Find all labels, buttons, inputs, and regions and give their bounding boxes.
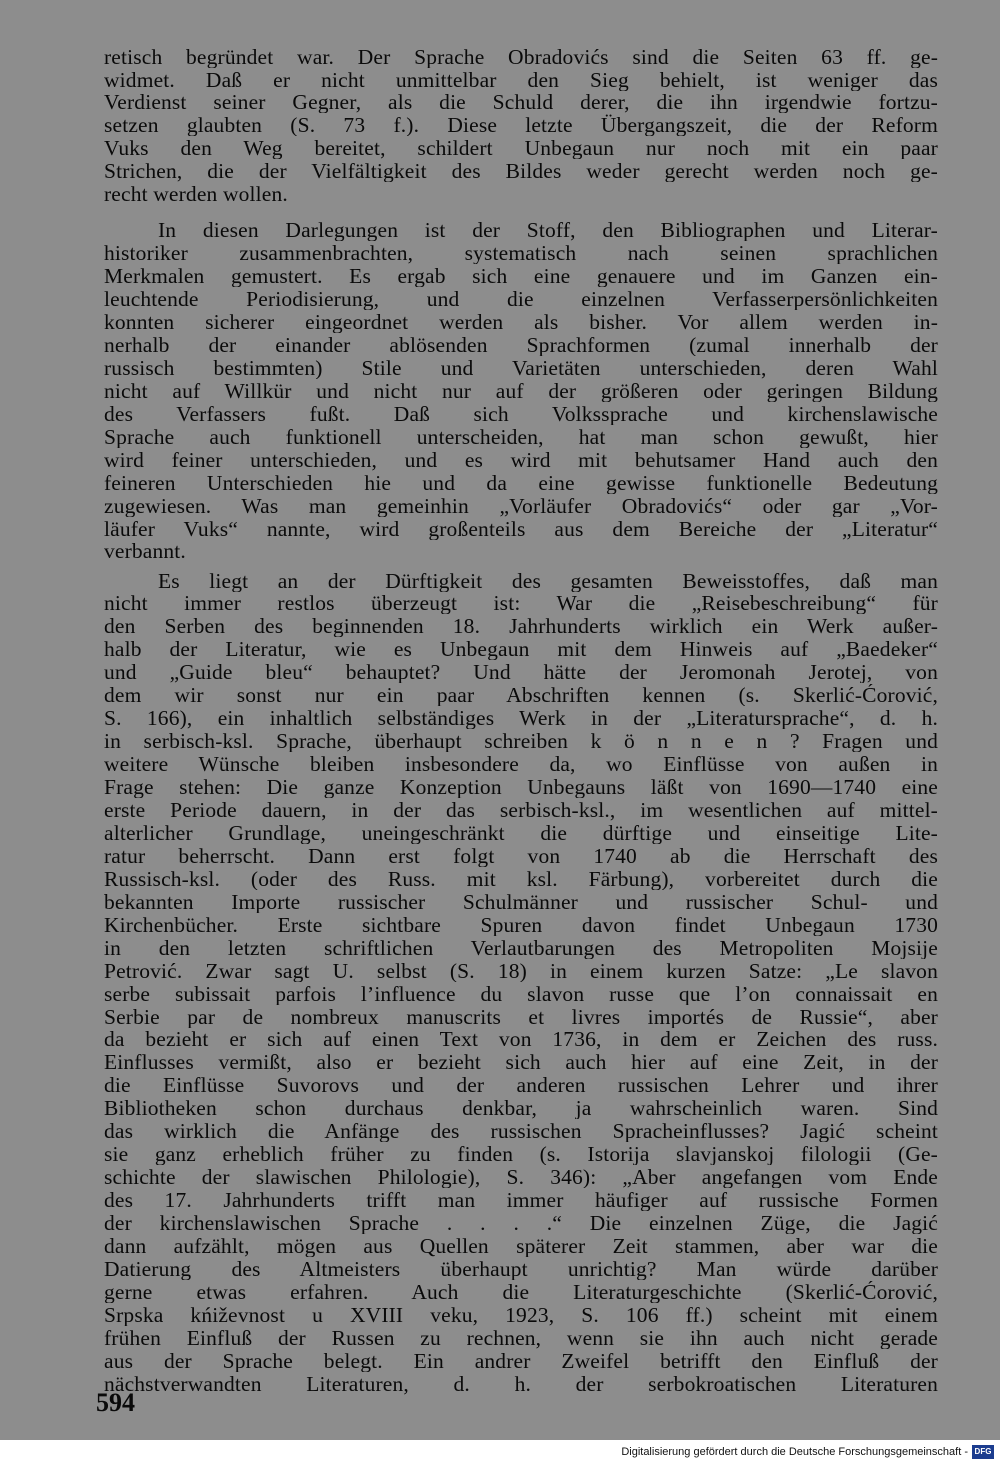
text-line: sie ganz erheblich früher zu finden (s. Istorija slavjanskoj filologii (Ge- — [104, 1143, 938, 1165]
page-number: 594 — [96, 1388, 135, 1417]
text-line: bekannten Importe russischer Schulmänner und russischer Schul- und — [104, 891, 938, 913]
dfg-logo-icon: DFG — [972, 1445, 994, 1459]
text-line: frühen Einfluß der Russen zu rechnen, wenn sie ihn auch nicht gerade — [104, 1327, 938, 1349]
text-line: das wirklich die Anfänge des russischen Spracheinflusses? Jagić scheint — [104, 1120, 938, 1142]
text-line: weitere Wünsche bleiben insbesondere da, wo Einflüsse von außen in — [104, 753, 938, 775]
text-line: Bibliotheken schon durchaus denkbar, ja wahrscheinlich waren. Sind — [104, 1097, 938, 1119]
text-line: den Serben des beginnenden 18. Jahrhunderts wirklich ein Werk außer- — [104, 615, 938, 637]
text-line: Srpska kńiževnost u XVIII veku, 1923, S. 106 ff.) scheint mit einem — [104, 1304, 938, 1326]
text-line: zugewiesen. Was man gemeinhin „Vorläufer Obradovićs“ oder gar „Vor- — [104, 495, 938, 517]
text-line: Frage stehen: Die ganze Konzeption Unbegauns läßt von 1690—1740 eine — [104, 776, 938, 798]
text-line: da bezieht er sich auf einen Text von 1736, in dem er Zeichen des russ. — [104, 1028, 938, 1050]
text-line: Strichen, die der Vielfältigkeit des Bildes weder gerecht werden noch ge- — [104, 160, 938, 182]
text-line: serbe subissait parfois l’influence du slavon russe que l’on connaissait en — [104, 983, 938, 1005]
footer-bar — [0, 1440, 1000, 1465]
text-line: Serbie par de nombreux manuscrits et livres importés de Russie“, aber — [104, 1006, 938, 1028]
text-line: gerne etwas erfahren. Auch die Literaturgeschichte (Skerlić-Ćorović, — [104, 1281, 938, 1303]
text-line: alterlicher Grundlage, uneingeschränkt die dürftige und einseitige Lite- — [104, 822, 938, 844]
text-line: in den letzten schriftlichen Verlautbarungen des Metropoliten Mojsije — [104, 937, 938, 959]
text-line: russisch bestimmten) Stile und Varietäten unterschieden, deren Wahl — [104, 357, 938, 379]
text-line: verbannt. — [104, 540, 186, 562]
text-line: setzen glaubten (S. 73 f.). Diese letzte Übergangszeit, die der Reform — [104, 114, 938, 136]
text-line: dem wir sonst nur ein paar Abschriften kennen (s. Skerlić-Ćorović, — [104, 684, 938, 706]
text-line: In diesen Darlegungen ist der Stoff, den Bibliographen und Literar- — [158, 219, 938, 241]
text-line: der kirchenslawischen Sprache . . . .“ Die einzelnen Züge, die Jagić — [104, 1212, 938, 1234]
text-line: recht werden wollen. — [104, 183, 288, 205]
text-line: des Verfassers fußt. Daß sich Volkssprache und kirchenslawische — [104, 403, 938, 425]
text-line: Verdienst seiner Gegner, als die Schuld derer, die ihn irgendwie fortzu- — [104, 91, 938, 113]
text-line: ratur beherrscht. Dann erst folgt von 1740 ab die Herrschaft des — [104, 845, 938, 867]
text-line: Einflusses vermißt, also er bezieht sich auch hier auf eine Zeit, in der — [104, 1051, 938, 1073]
text-line: Datierung des Altmeisters überhaupt unrichtig? Man würde darüber — [104, 1258, 938, 1280]
text-line: nicht immer restlos überzeugt ist: War die „Reisebeschreibung“ für — [104, 592, 938, 614]
text-line: Kirchenbücher. Erste sichtbare Spuren davon findet Unbegaun 1730 — [104, 914, 938, 936]
text-line: wird feiner unterschieden, und es wird mit behutsamer Hand auch den — [104, 449, 938, 471]
text-line: schichte der slawischen Philologie), S. 346): „Aber angefangen vom Ende — [104, 1166, 938, 1188]
text-line: und „Guide bleu“ behauptet? Und hätte der Jeromonah Jerotej, von — [104, 661, 938, 683]
text-line: Petrović. Zwar sagt U. selbst (S. 18) in einem kurzen Satze: „Le slavon — [104, 960, 938, 982]
text-line: retisch begründet war. Der Sprache Obradovićs sind die Seiten 63 ff. ge- — [104, 46, 938, 68]
text-line: des 17. Jahrhunderts trifft man immer häufiger auf russische Formen — [104, 1189, 938, 1211]
text-line: S. 166), ein inhaltlich selbständiges Werk in der „Literatursprache“, d. h. — [104, 707, 938, 729]
text-line: dann aufzählt, mögen aus Quellen späterer Zeit stammen, aber war die — [104, 1235, 938, 1257]
text-line: Sprache auch funktionell unterscheiden, hat man schon gewußt, hier — [104, 426, 938, 448]
text-line: nerhalb der einander ablösenden Sprachformen (zumal innerhalb der — [104, 334, 938, 356]
text-line: Vuks den Weg bereitet, schildert Unbegaun nur noch mit ein paar — [104, 137, 938, 159]
text-line: nächstverwandten Literaturen, d. h. der serbokroatischen Literaturen — [104, 1373, 938, 1395]
text-line: historiker zusammenbrachten, systematisch nach seinen sprachlichen — [104, 242, 938, 264]
text-line: nicht auf Willkür und nicht nur auf der größeren oder geringen Bildung — [104, 380, 938, 402]
text-line: feineren Unterschieden hie und da eine gewisse funktionelle Bedeutung — [104, 472, 938, 494]
text-line: leuchtende Periodisierung, und die einzelnen Verfasserpersönlichkeiten — [104, 288, 938, 310]
text-line: erste Periode dauern, in der das serbisch-ksl., im wesentlichen auf mittel- — [104, 799, 938, 821]
text-line: aus der Sprache belegt. Ein andrer Zweifel betrifft den Einfluß der — [104, 1350, 938, 1372]
funding-credit: Digitalisierung gefördert durch die Deutsche Forschungsgemeinschaft - — [621, 1446, 968, 1458]
text-line: die Einflüsse Suvorovs und der anderen russischen Lehrer und ihrer — [104, 1074, 938, 1096]
text-line: Russisch-ksl. (oder des Russ. mit ksl. Färbung), vorbereitet durch die — [104, 868, 938, 890]
text-line: Es liegt an der Dürftigkeit des gesamten Beweisstoffes, daß man — [158, 570, 938, 592]
text-line: konnten sicherer eingeordnet werden als bisher. Vor allem werden in- — [104, 311, 938, 333]
text-line: widmet. Daß er nicht unmittelbar den Sieg behielt, ist weniger das — [104, 69, 938, 91]
text-line: halb der Literatur, wie es Unbegaun mit dem Hinweis auf „Baedeker“ — [104, 638, 938, 660]
text-line: läufer Vuks“ nannte, wird großenteils aus dem Bereiche der „Literatur“ — [104, 518, 938, 540]
text-line: in serbisch-ksl. Sprache, überhaupt schreiben k ö n n e n ? Fragen und — [104, 730, 938, 752]
text-line: Merkmalen gemustert. Es ergab sich eine genauere und im Ganzen ein- — [104, 265, 938, 287]
